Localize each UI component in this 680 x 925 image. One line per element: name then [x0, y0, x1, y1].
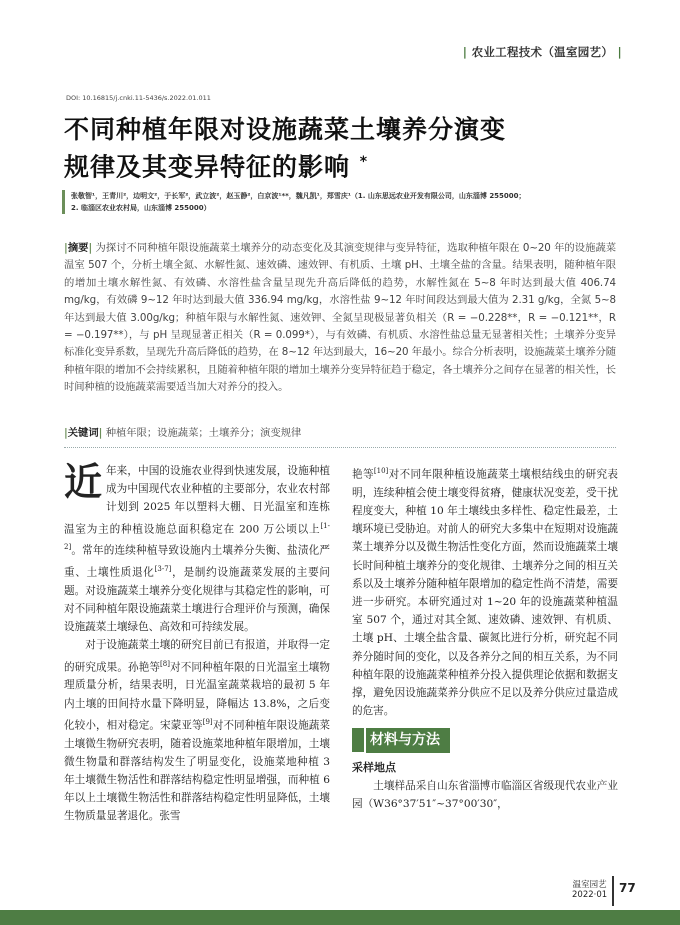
footer-magazine-name: 温室园艺: [572, 880, 607, 890]
journal-category: | 农业工程技术（温室园艺） |: [462, 45, 622, 59]
authors-line-2: 2. 临淄区农业农村局，山东淄博 255000）: [71, 204, 211, 212]
footer-issue: 2022·01: [572, 890, 608, 900]
section-heading: [352, 728, 618, 752]
article-title: [64, 113, 624, 183]
paragraph: 近年来，中国的设施农业得到快速发展，设施种植成为中国现代农业种植的主要部分，农业农村部计划到 2025 年以塑料大棚、日光温室和连栋温室为主的种植设施总面积稳定在 200 万公顷以上[1-2]。常年的连续种植导致设施内土壤养分失衡、盐渍化严重、土壤性质退化[3-7]，是制约设施蔬菜发展的主要问题。对设施蔬菜土壤养分变化规律与其稳定性的影响，可对不同种植年限设施蔬菜土壤进行合理评价与预测，确保设施蔬菜土壤绿色、高效和可持续发展。: [64, 459, 331, 634]
authors: [62, 190, 631, 214]
abstract-text: 为探讨不同种植年限设施蔬菜土壤养分的动态变化及其演变规律与变异特征，选取种植年限在 0~20 年的设施蔬菜温室 507 个，分析土壤全氮、水解性氮、速效磷、速效钾、有机质、土壤 pH、土壤全盐的含量。结果表明，随种植年限的增加土壤水解性氮、有效磷、水溶性盐含量呈现先升高后降低的趋势，水解性氮在 5~8 年时达到最大值 406.74 mg/kg，有效磷 9~12 年时达到最大值 336.94 mg/kg，水溶性盐 9~12 年时间段达到最大值为 2.31 g/kg，全氮 5~8 年达到最大值 3.00g/kg；种植年限与水解性氮、速效钾、全氮呈现极显著负相关（R = −0.228**，R = −0.121**，R = −0.197**），与 pH 呈现显著正相关（R = 0.099*），与有效磷、有机质、水溶性盐总量无显著相关性；土壤养分变异标准化变异系数，呈现先升高后降低的趋势，在 8~12 年达到最大，16~20 年最小。综合分析表明，设施蔬菜土壤养分随种植年限的增加不会持续累积，且随着种植年限的增加土壤养分变异特征趋于稳定，各土壤养分之间存在显著的相关性，长时间种植的设施蔬菜需要适当加大对养分的投入。: [64, 242, 616, 394]
abstract-label: 摘要: [67, 242, 89, 254]
section-heading-text: 材料与方法: [366, 728, 450, 752]
authors-line-1: 张敬智¹，王青川²，边明文²，于长军²，武立波²，赵玉静²，白京波¹**，魏凡凯¹，郑雪庆¹（1. 山东思远农业开发有限公司，山东淄博 255000；: [71, 192, 526, 200]
section-heading-marker: [352, 728, 364, 752]
citation: [8]: [160, 659, 170, 668]
citation: [3-7]: [154, 565, 172, 574]
divider: [64, 447, 616, 448]
footer-divider: [612, 876, 614, 906]
doi: DOI: 10.16815/j.cnki.11-5436/s.2022.01.011: [66, 94, 211, 102]
subsection-heading: 采样地点: [352, 760, 396, 774]
abstract: |摘要| 为探讨不同种植年限设施蔬菜土壤养分的动态变化及其演变规律与变异特征，选取种植年限在 0~20 年的设施蔬菜温室 507 个，分析土壤全氮、水解性氮、速效磷、速效钾、有机质、土壤 pH、土壤全盐的含量。结果表明，随种植年限的增加土壤水解性氮、有效磷、水溶性盐含量呈现先升高后降低的趋势，水解性氮在 5~8 年时达到最大值 406.74 mg/kg，有效磷 9~12 年时达到最大值 336.94 mg/kg，水溶性盐 9~12 年时间段达到最大值为 2.31 g/kg，全氮 5~8 年达到最大值 3.00g/kg；种植年限与水解性氮、速效钾、全氮呈现极显著负相关（R = −0.228**，R = −0.121**，R = −0.197**），与 pH 呈现显著正相关（R = 0.099*），与有效磷、有机质、水溶性盐总量无显著相关性；土壤养分变异标准化变异系数，呈现先升高后降低的趋势，在 8~12 年达到最大，16~20 年最小。综合分析表明，设施蔬菜土壤养分随种植年限的增加不会持续累积，且随着种植年限的增加土壤养分变异特征趋于稳定，各土壤养分之间存在显著的相关性，长时间种植的设施蔬菜需要适当加大对养分的投入。: [64, 242, 616, 394]
bottom-color-bar: [0, 910, 680, 925]
citation: [1-2]: [64, 521, 330, 552]
body-column-1: [64, 459, 331, 826]
keywords-label: 关键词: [67, 427, 99, 439]
drop-cap: 近: [64, 459, 103, 504]
page-number: 77: [619, 881, 636, 895]
paragraph: 艳等[10]对不同年限种植设施蔬菜土壤根结线虫的研究表明，连续种植会使土壤变得贫瘠，健康状况变差，受干扰程度变大，种植 10 年土壤线虫多样性、稳定性最差，土壤环境已受胁迫。对前人的研究大多集中在短期对设施蔬菜土壤养分以及微生物活性变化方面，然而设施蔬菜土壤长时间种植土壤养分的变化规律、土壤养分之间的相互关系以及土壤养分随种植年限增加的稳定性尚不清楚，需要进一步研究。本研究通过对 1~20 年的设施蔬菜种植温室 507 个，通过对其全氮、速效磷、速效钾、有机质、土壤 pH、土壤全盐含量、碳氮比进行分析，研究起不同养分随时间的变化，以及各养分之间的相互关系，为不同种植年限的设施蔬菜种植养分投入提供理论依据和数据支撑，避免因设施蔬菜养分供应不足以及养分供应过量造成的危害。: [352, 467, 619, 718]
footer-magazine: [572, 880, 607, 900]
citation: [10]: [373, 467, 389, 475]
journal-category-text: 农业工程技术（温室园艺）: [471, 45, 614, 59]
keywords: |关键词| 种植年限；设施蔬菜；土壤养分；演变规律: [64, 427, 302, 439]
title-line-1: 不同种植年限对设施蔬菜土壤养分演变: [64, 115, 507, 144]
paragraph: 对于设施蔬菜土壤的研究目前已有报道，并取得一定的研究成果。孙艳等[8]对不同种植年限的日光温室土壤物理质量分析，结果表明，日光温室蔬菜栽培的最初 5 年内土壤的田间持水量下降明显，降幅达 13.8%，之后变化较小，相对稳定。宋蒙亚等[9]对不同种植年限设施蔬菜土壤微生物研究表明，随着设施菜地种植年限增加，土壤微生物量和群落结构发生了明显变化，设施菜地种植 3 年土壤微生物活性和群落结构稳定性明显增强，而种植 6 年以上土壤微生物活性和群落结构稳定性明显降低，土壤生物质量显著退化。张雪: [64, 639, 331, 823]
body-column-2: [352, 462, 618, 813]
citation: [9]: [202, 717, 213, 726]
keywords-text: 种植年限；设施蔬菜；土壤养分；演变规律: [105, 427, 302, 439]
paragraph: 土壤样品采自山东省淄博市临淄区省级现代农业产业园（W36°37′51″~37°00′30″，: [352, 779, 618, 810]
title-line-2: 规律及其变异特征的影响 *: [64, 152, 369, 182]
title-footnote-mark: *: [359, 154, 369, 170]
